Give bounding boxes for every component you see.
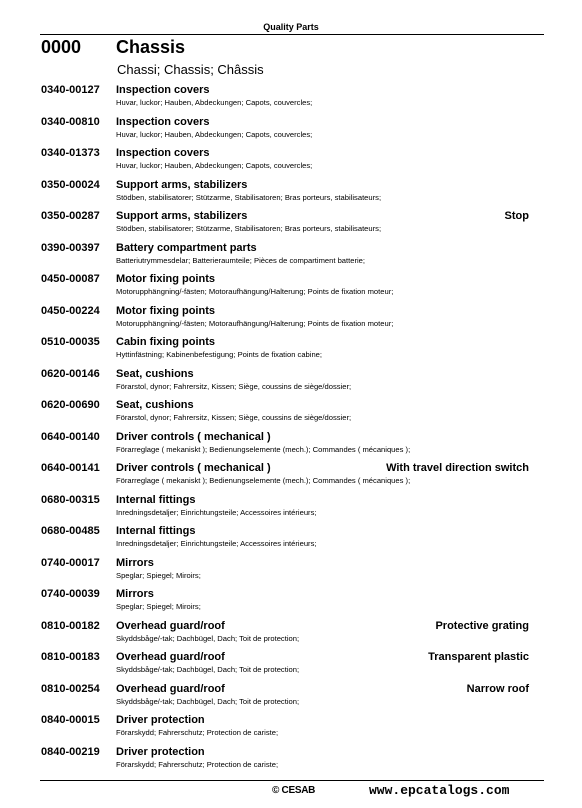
entry-title: Support arms, stabilizers: [116, 210, 248, 222]
entry-code: 0810-00182: [41, 619, 100, 632]
entry-description: Hyttinfästning; Kabinenbefestigung; Points de fixation cabine;: [116, 350, 323, 359]
entry-code: 0810-00183: [41, 651, 100, 663]
brand-logo-text: © CESAB: [272, 785, 316, 796]
parts-list-entry[interactable]: [41, 714, 529, 746]
section-subtitle: Chassi; Chassis; Châssis: [117, 62, 264, 77]
parts-list-entry[interactable]: [41, 557, 529, 589]
parts-list-entry[interactable]: [41, 746, 529, 778]
entry-code: 0840-00015: [41, 714, 100, 726]
parts-list-entry[interactable]: [41, 525, 529, 557]
entry-title: Motor fixing points: [116, 273, 215, 285]
entry-description: Förarreglage ( mekaniskt ); Bedienungselemente (mech.); Commandes ( mécaniques );: [116, 444, 411, 454]
page-header-title: Quality Parts: [263, 22, 319, 32]
entry-code: 0680-00485: [41, 525, 100, 537]
entry-code: 0740-00017: [41, 556, 100, 569]
entry-title: Driver protection: [116, 714, 205, 726]
parts-list-entry[interactable]: [41, 431, 529, 463]
entry-code: 0510-00035: [41, 336, 100, 348]
entry-title: Seat, cushions: [116, 399, 194, 411]
parts-list-entry[interactable]: [41, 179, 529, 211]
entry-description: Förarstol, dynor; Fahrersitz, Kissen; Siège, coussins de siège/dossier;: [116, 381, 352, 391]
entry-code: 0350-00024: [41, 178, 100, 191]
entry-description: Huvar, luckor; Hauben, Abdeckungen; Capots, couvercles;: [116, 98, 313, 107]
parts-list-entry[interactable]: [41, 683, 529, 715]
parts-list-entry[interactable]: [41, 336, 529, 368]
entry-description: Skyddsbåge/-tak; Dachbügel, Dach; Toit de protection;: [116, 696, 300, 706]
parts-list: [41, 84, 529, 777]
parts-list-entry[interactable]: [41, 116, 529, 148]
section-code: 0000: [41, 37, 82, 57]
entry-title: Internal fittings: [116, 525, 196, 537]
parts-list-entry[interactable]: [41, 273, 529, 305]
website-link[interactable]: www.epcatalogs.com: [369, 783, 510, 798]
entry-title: Seat, cushions: [116, 367, 194, 380]
entry-title: Overhead guard/roof: [116, 651, 225, 663]
entry-code: 0390-00397: [41, 241, 100, 254]
parts-list-entry[interactable]: [41, 462, 529, 494]
entry-title: Internal fittings: [116, 493, 196, 506]
entry-description: Speglar; Spiegel; Miroirs;: [116, 570, 201, 580]
entry-code: 0340-01373: [41, 147, 100, 159]
entry-code: 0620-00690: [41, 399, 100, 411]
entry-description: Förarstol, dynor; Fahrersitz, Kissen; Siège, coussins de siège/dossier;: [116, 413, 352, 422]
entry-code: 0640-00140: [41, 430, 100, 443]
entry-title: Support arms, stabilizers: [116, 178, 248, 191]
entry-description: Stödben, stabilisatorer; Stützarme, Stabilisatoren; Bras porteurs, stabilisateurs;: [116, 224, 382, 233]
entry-description: Förarskydd; Fahrerschutz; Protection de cariste;: [116, 759, 279, 769]
entry-title: Motor fixing points: [116, 304, 215, 317]
entry-title: Inspection covers: [116, 84, 210, 96]
entry-code: 0680-00315: [41, 493, 100, 506]
parts-list-entry[interactable]: [41, 399, 529, 431]
entry-description: Huvar, luckor; Hauben, Abdeckungen; Capots, couvercles;: [116, 129, 313, 139]
parts-list-entry[interactable]: [41, 147, 529, 179]
entry-code: 0340-00127: [41, 84, 100, 96]
entry-title: Driver protection: [116, 745, 205, 758]
entry-title: Inspection covers: [116, 147, 210, 159]
entry-description: Stödben, stabilisatorer; Stützarme, Stabilisatoren; Bras porteurs, stabilisateurs;: [116, 192, 382, 202]
entry-code: 0740-00039: [41, 588, 100, 600]
entry-code: 0350-00287: [41, 210, 100, 222]
entry-description: Motorupphängning/-fästen; Motoraufhängung/Halterung; Points de fixation moteur;: [116, 318, 394, 328]
entry-description: Förarreglage ( mekaniskt ); Bedienungselemente (mech.); Commandes ( mécaniques );: [116, 476, 411, 485]
parts-list-entry[interactable]: [41, 368, 529, 400]
entry-description: Förarskydd; Fahrerschutz; Protection de cariste;: [116, 728, 279, 737]
entry-description: Inredningsdetaljer; Einrichtungsteile; Accessoires intérieurs;: [116, 539, 317, 548]
entry-description: Skyddsbåge/-tak; Dachbügel, Dach; Toit de protection;: [116, 633, 300, 643]
entry-note: Stop: [504, 210, 529, 222]
parts-list-entry[interactable]: [41, 588, 529, 620]
parts-list-entry[interactable]: [41, 620, 529, 652]
entry-title: Overhead guard/roof: [116, 682, 225, 695]
footer-rule: [40, 780, 544, 781]
parts-list-entry[interactable]: [41, 84, 529, 116]
parts-list-entry[interactable]: [41, 494, 529, 526]
entry-title: Overhead guard/roof: [116, 619, 225, 632]
entry-description: Speglar; Spiegel; Miroirs;: [116, 602, 201, 611]
section-title: Chassis: [116, 37, 186, 57]
entry-code: 0450-00224: [41, 304, 100, 317]
entry-code: 0620-00146: [41, 367, 100, 380]
parts-list-entry[interactable]: [41, 651, 529, 683]
entry-description: Batteriutrymmesdelar; Batterieraumteile; Pièces de compartiment batterie;: [116, 255, 366, 265]
entry-note: Transparent plastic: [428, 651, 529, 663]
entry-title: Battery compartment parts: [116, 241, 257, 254]
entry-description: Inredningsdetaljer; Einrichtungsteile; Accessoires intérieurs;: [116, 507, 317, 517]
entry-description: Skyddsbåge/-tak; Dachbügel, Dach; Toit de protection;: [116, 665, 300, 674]
header-rule: [40, 34, 544, 35]
entry-title: Inspection covers: [116, 115, 210, 128]
entry-code: 0840-00219: [41, 745, 100, 758]
entry-description: Huvar, luckor; Hauben, Abdeckungen; Capots, couvercles;: [116, 161, 313, 170]
entry-code: 0640-00141: [41, 462, 100, 474]
entry-description: Motorupphängning/-fästen; Motoraufhängung/Halterung; Points de fixation moteur;: [116, 287, 394, 296]
entry-code: 0810-00254: [41, 682, 100, 695]
entry-title: Cabin fixing points: [116, 336, 215, 348]
parts-list-entry[interactable]: [41, 242, 529, 274]
entry-title: Driver controls ( mechanical ): [116, 430, 271, 443]
entry-note: With travel direction switch: [386, 462, 529, 474]
entry-title: Driver controls ( mechanical ): [116, 462, 271, 474]
entry-note: Protective grating: [435, 619, 529, 632]
parts-list-entry[interactable]: [41, 210, 529, 242]
entry-title: Mirrors: [116, 556, 154, 569]
entry-code: 0340-00810: [41, 115, 100, 128]
entry-note: Narrow roof: [466, 682, 529, 695]
entry-code: 0450-00087: [41, 273, 100, 285]
entry-title: Mirrors: [116, 588, 154, 600]
parts-list-entry[interactable]: [41, 305, 529, 337]
